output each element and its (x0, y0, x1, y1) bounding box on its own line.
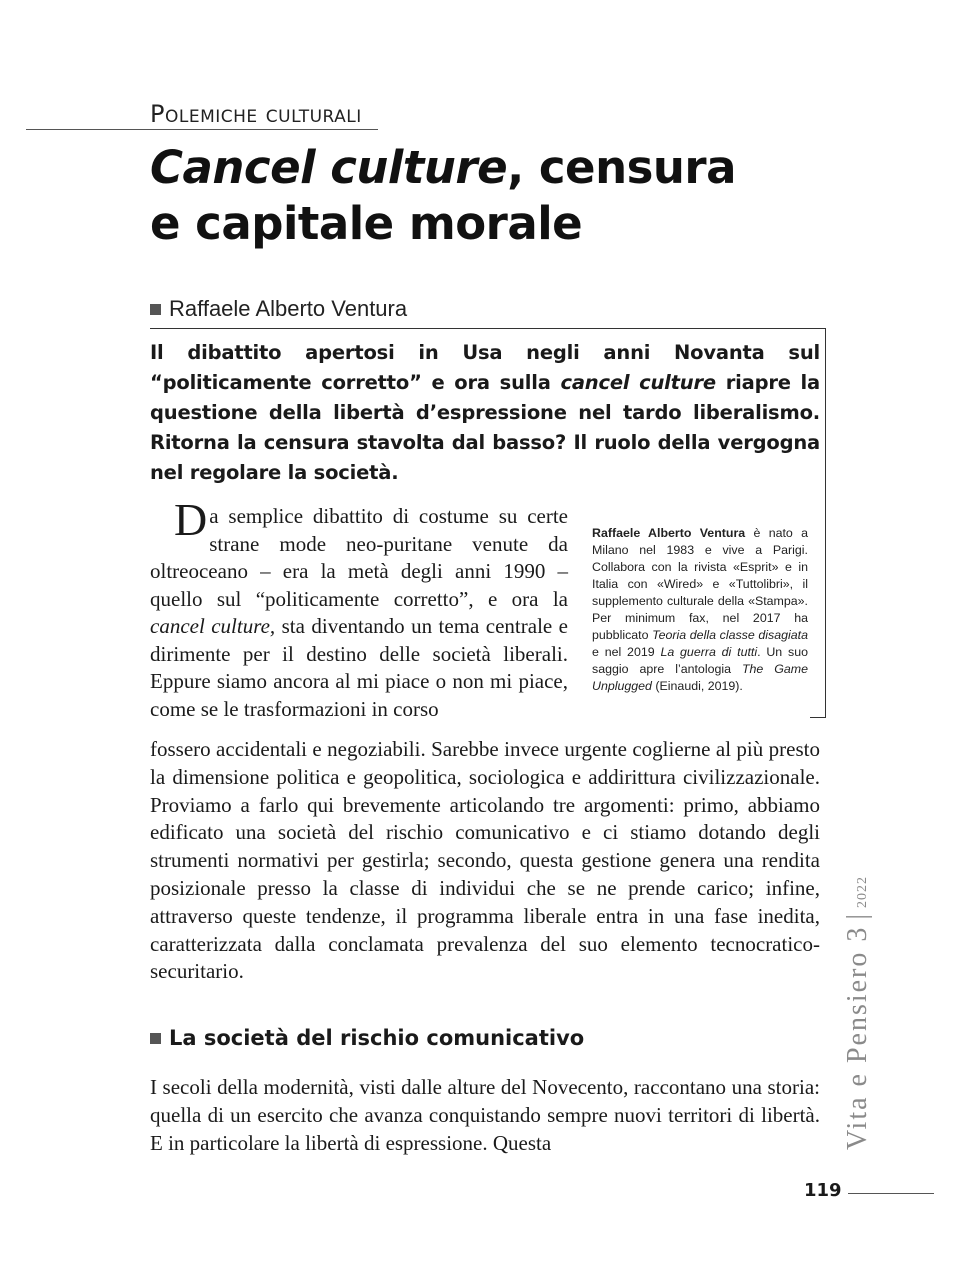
bio-text-a: è nato a Milano nel 1983 e vive a Parigi. Collabora con la rivista «Esprit» e in Italia con «Wired» e «Tuttolibri», il supplemento culturale della «Stampa». Per minimum fax, nel 2017 ha pubblicato (592, 526, 809, 642)
intro-italic: cancel culture, (150, 614, 276, 638)
section-heading-text: La società del rischio comunicativo (169, 1026, 585, 1050)
abstract-after: riapre la questione della libertà d’espressione nel tardo liberalismo. Ritorna la censura stavolta dal basso? Il ruolo della vergogna nel regolare la società. (150, 371, 821, 484)
author-bio (592, 525, 808, 695)
bio-text-b: e nel 2019 (592, 645, 661, 659)
bullet-square-icon (150, 1033, 161, 1044)
abstract-rule-right (825, 328, 826, 718)
bio-book2: La guerra di tutti (660, 645, 758, 659)
bio-text-c: . Un suo saggio apre l’antologia (592, 645, 808, 676)
section-label: Polemiche culturali (150, 100, 362, 128)
journal-year: 2022 (855, 876, 870, 908)
bio-book1: Teoria della classe disagiata (652, 628, 808, 642)
section-heading (150, 1026, 584, 1050)
author-name: Raffaele Alberto Ventura (169, 296, 408, 321)
title-line2: e capitale morale (150, 197, 583, 250)
page-number-rule (848, 1193, 934, 1194)
bio-book3: The Game Unplugged (592, 662, 808, 693)
section-rule (26, 129, 378, 130)
abstract-before: Il dibattito apertosi in Usa negli anni Novanta sul “politicamente corretto” e ora sulla (150, 341, 820, 394)
page-number: 119 (804, 1180, 842, 1201)
journal-separator: | (842, 914, 873, 920)
dropcap: D (174, 494, 208, 545)
intro-b: sta diventando un tema centrale e dirimente per il destino delle società liberali. Eppure siamo ancora al mi piace o non mi piace, come se le trasformazioni in corso (150, 614, 568, 721)
abstract (150, 338, 820, 488)
intro-a: a semplice dibattito di costume su certe strane mode neo-puritane venute da oltreoceano – era la metà degli anni 1990 – quello sul “politicamente corretto”, e ora la (150, 504, 568, 611)
article-title (150, 140, 850, 252)
author-byline (150, 296, 407, 322)
abstract-rule-bottom (810, 717, 826, 718)
bio-name: Raffaele Alberto Ventura (592, 526, 746, 540)
bio-text-d: (Einaudi, 2019). (651, 679, 743, 693)
abstract-italic: cancel culture (560, 371, 716, 394)
journal-name: Vita e Pensiero 3 (842, 925, 873, 1150)
body-continuation: fossero accidentali e negoziabili. Sarebbe invece urgente coglierne al più presto la dimensione politica e geopolitica, sociologica e addirittura civilizzazionale. Proviamo a farlo qui brevemente articolando tre argomenti: primo, abbiamo edificato una società del rischio comunicativo e ci stiamo dotando degli strumenti normativi per gestirla; secondo, questa gestione genera una rendita posizionale presso la classe di individui che se ne prende carico; infine, attraverso queste tendenze, il programma liberale entra in una fase inedita, caratterizzata dalla conclamata prevalenza del suo elemento tecnocratico-securitario. (150, 737, 820, 984)
title-italic: Cancel culture (150, 141, 508, 194)
journal-sidebar (842, 876, 874, 1150)
section2-paragraph: I secoli della modernità, visti dalle alture del Novecento, raccontano una storia: quella di un esercito che avanza conquistando sempre nuovi territori di libertà. E in particolare la libertà di espressione. Questa (150, 1075, 820, 1155)
abstract-rule-top (150, 328, 826, 329)
bullet-square-icon (150, 304, 161, 315)
title-line1-rest: , censura (507, 141, 736, 194)
body-intro (150, 494, 568, 723)
